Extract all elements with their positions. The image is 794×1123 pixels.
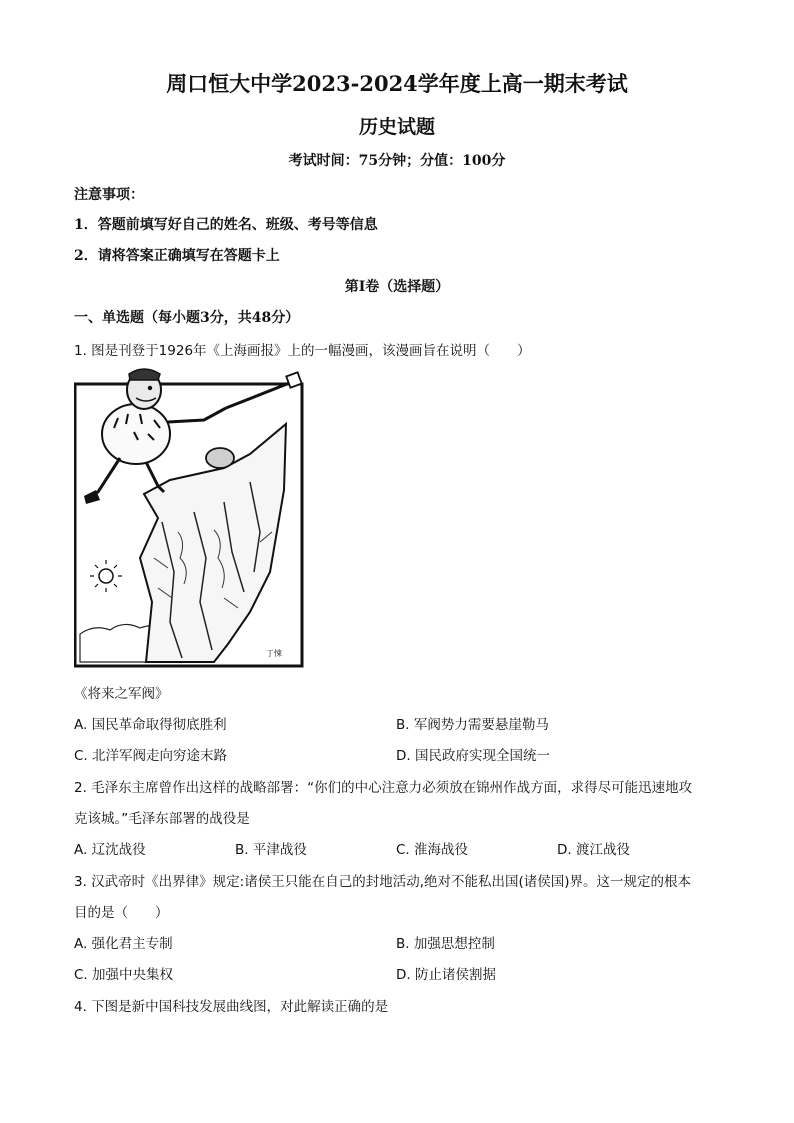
question-3-option-d[interactable]: D. 防止诸侯割据 [396, 967, 496, 983]
note-item-2: 2．请将答案正确填写在答题卡上 [74, 248, 280, 264]
notes-heading: 注意事项： [74, 187, 144, 203]
question-2-stem-line-2: 克该城。”毛泽东部署的战役是 [74, 811, 250, 827]
cartoon-signature: 丁悚 [266, 649, 282, 658]
note-item-1: 1．答题前填写好自己的姓名、班级、考号等信息 [74, 217, 378, 233]
subject-title: 历史试题 [358, 116, 435, 138]
question-1-caption: 《将来之军阀》 [74, 686, 169, 702]
question-1-option-a[interactable]: A. 国民革命取得彻底胜利 [74, 717, 227, 733]
cartoon-drawing [74, 362, 306, 670]
question-2-stem-line-1: 2. 毛泽东主席曾作出这样的战略部署：“你们的中心注意力必须放在锦州作战方面，求得尽可能迅速地攻 [74, 780, 693, 796]
question-3-option-a[interactable]: A. 强化君主专制 [74, 936, 173, 952]
volume-heading: 第I卷（选择题） [344, 279, 450, 295]
question-2-option-c[interactable]: C. 淮海战役 [396, 842, 469, 858]
question-4-stem: 4. 下图是新中国科技发展曲线图，对此解读正确的是 [74, 999, 389, 1015]
exam-title: 周口恒大中学2023-2024学年度上高一期末考试 [166, 71, 628, 96]
question-1-option-d[interactable]: D. 国民政府实现全国统一 [396, 748, 550, 764]
question-3-option-c[interactable]: C. 加强中央集权 [74, 967, 174, 983]
cartoon-image [74, 362, 306, 670]
question-2-option-b[interactable]: B. 平津战役 [235, 842, 307, 858]
question-3-stem-line-1: 3. 汉武帝时《出界律》规定:诸侯王只能在自己的封地活动,绝对不能私出国(诸侯国)界。这一规定的根本 [74, 874, 692, 890]
question-3-stem-line-2: 目的是（ ） [74, 905, 169, 921]
part-heading: 一、单选题（每小题3分，共48分） [74, 310, 300, 326]
question-1-option-c[interactable]: C. 北洋军阀走向穷途末路 [74, 748, 228, 764]
question-2-option-a[interactable]: A. 辽沈战役 [74, 842, 146, 858]
question-1-option-b[interactable]: B. 军阀势力需要悬崖勒马 [396, 717, 549, 733]
question-1-stem: 1. 图是刊登于1926年《上海画报》上的一幅漫画，该漫画旨在说明（ ） [74, 343, 531, 359]
question-2-option-d[interactable]: D. 渡江战役 [557, 842, 630, 858]
question-3-option-b[interactable]: B. 加强思想控制 [396, 936, 495, 952]
exam-info: 考试时间：75分钟；分值：100分 [288, 153, 506, 169]
